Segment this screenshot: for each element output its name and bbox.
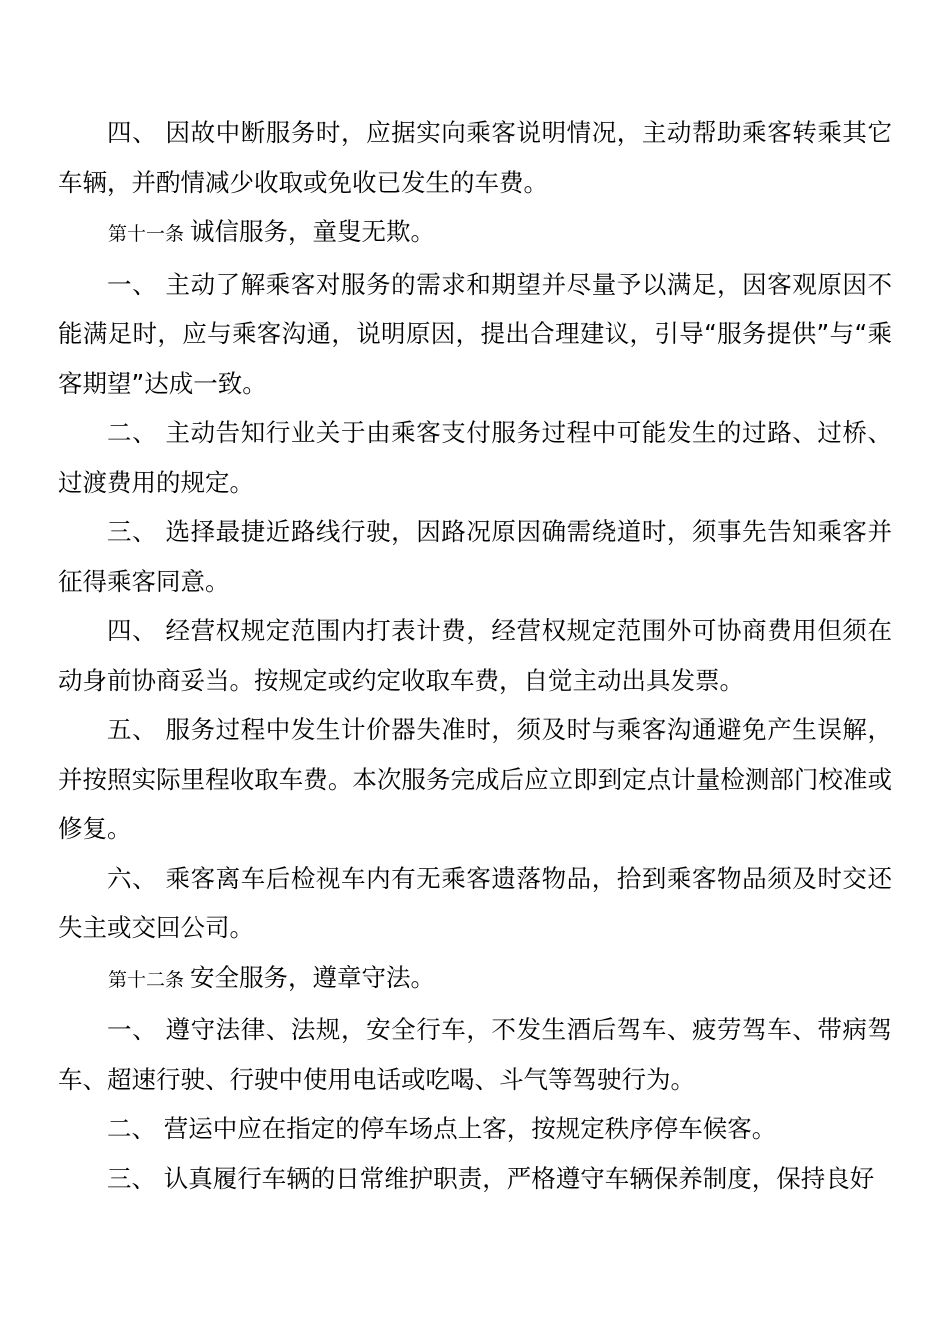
article-12-heading bbox=[58, 953, 892, 1006]
paragraph-4-metered-fare: 四、 经营权规定范围内打表计费，经营权规定范围外可协商费用但须在动身前协商妥当。按规定或约定收取车费，自觉主动出具发票。 bbox=[58, 616, 892, 695]
document-page bbox=[58, 108, 892, 1203]
article-12-title: 安全服务，遵章守法。 bbox=[190, 962, 436, 992]
paragraph-4-service-interruption: 四、 因故中断服务时，应据实向乘客说明情况，主动帮助乘客转乘其它车辆，并酌情减少收取或免收已发生的车费。 bbox=[58, 118, 892, 197]
paragraph-5-meter-failure: 五、 服务过程中发生计价器失准时，须及时与乘客沟通避免产生误解，并按照实际里程收取车费。本次服务完成后应立即到定点计量检测部门校准或修复。 bbox=[58, 715, 892, 843]
paragraph-3-shortest-route: 三、 选择最捷近路线行驶，因路况原因确需绕道时，须事先告知乘客并征得乘客同意。 bbox=[58, 517, 892, 596]
paragraph-3-vehicle-maintenance: 三、 认真履行车辆的日常维护职责，严格遵守车辆保养制度，保持良好 bbox=[107, 1163, 875, 1193]
paragraph-1-obey-law: 一、 遵守法律、法规，安全行车，不发生酒后驾车、疲劳驾车、带病驾车、超速行驶、行驶中使用电话或吃喝、斗气等驾驶行为。 bbox=[58, 1015, 892, 1094]
paragraph-2-designated-stops: 二、 营运中应在指定的停车场点上客，按规定秩序停车候客。 bbox=[107, 1114, 777, 1143]
paragraph-6-lost-items: 六、 乘客离车后检视车内有无乘客遗落物品，拾到乘客物品须及时交还失主或交回公司。 bbox=[58, 863, 892, 942]
paragraph-1-understand-needs: 一、 主动了解乘客对服务的需求和期望并尽量予以满足，因客观原因不能满足时，应与乘客沟通，说明原因，提出合理建议，引导“服务提供”与“乘客期望”达成一致。 bbox=[58, 269, 892, 398]
article-11-number: 第十一条 bbox=[108, 223, 185, 245]
article-11-title: 诚信服务，童叟无欺。 bbox=[190, 217, 436, 246]
article-11-heading bbox=[58, 207, 892, 260]
article-12-number: 第十二条 bbox=[108, 968, 185, 991]
paragraph-2-toll-notice: 二、 主动告知行业关于由乘客支付服务过程中可能发生的过路、过桥、过渡费用的规定。 bbox=[58, 418, 892, 497]
